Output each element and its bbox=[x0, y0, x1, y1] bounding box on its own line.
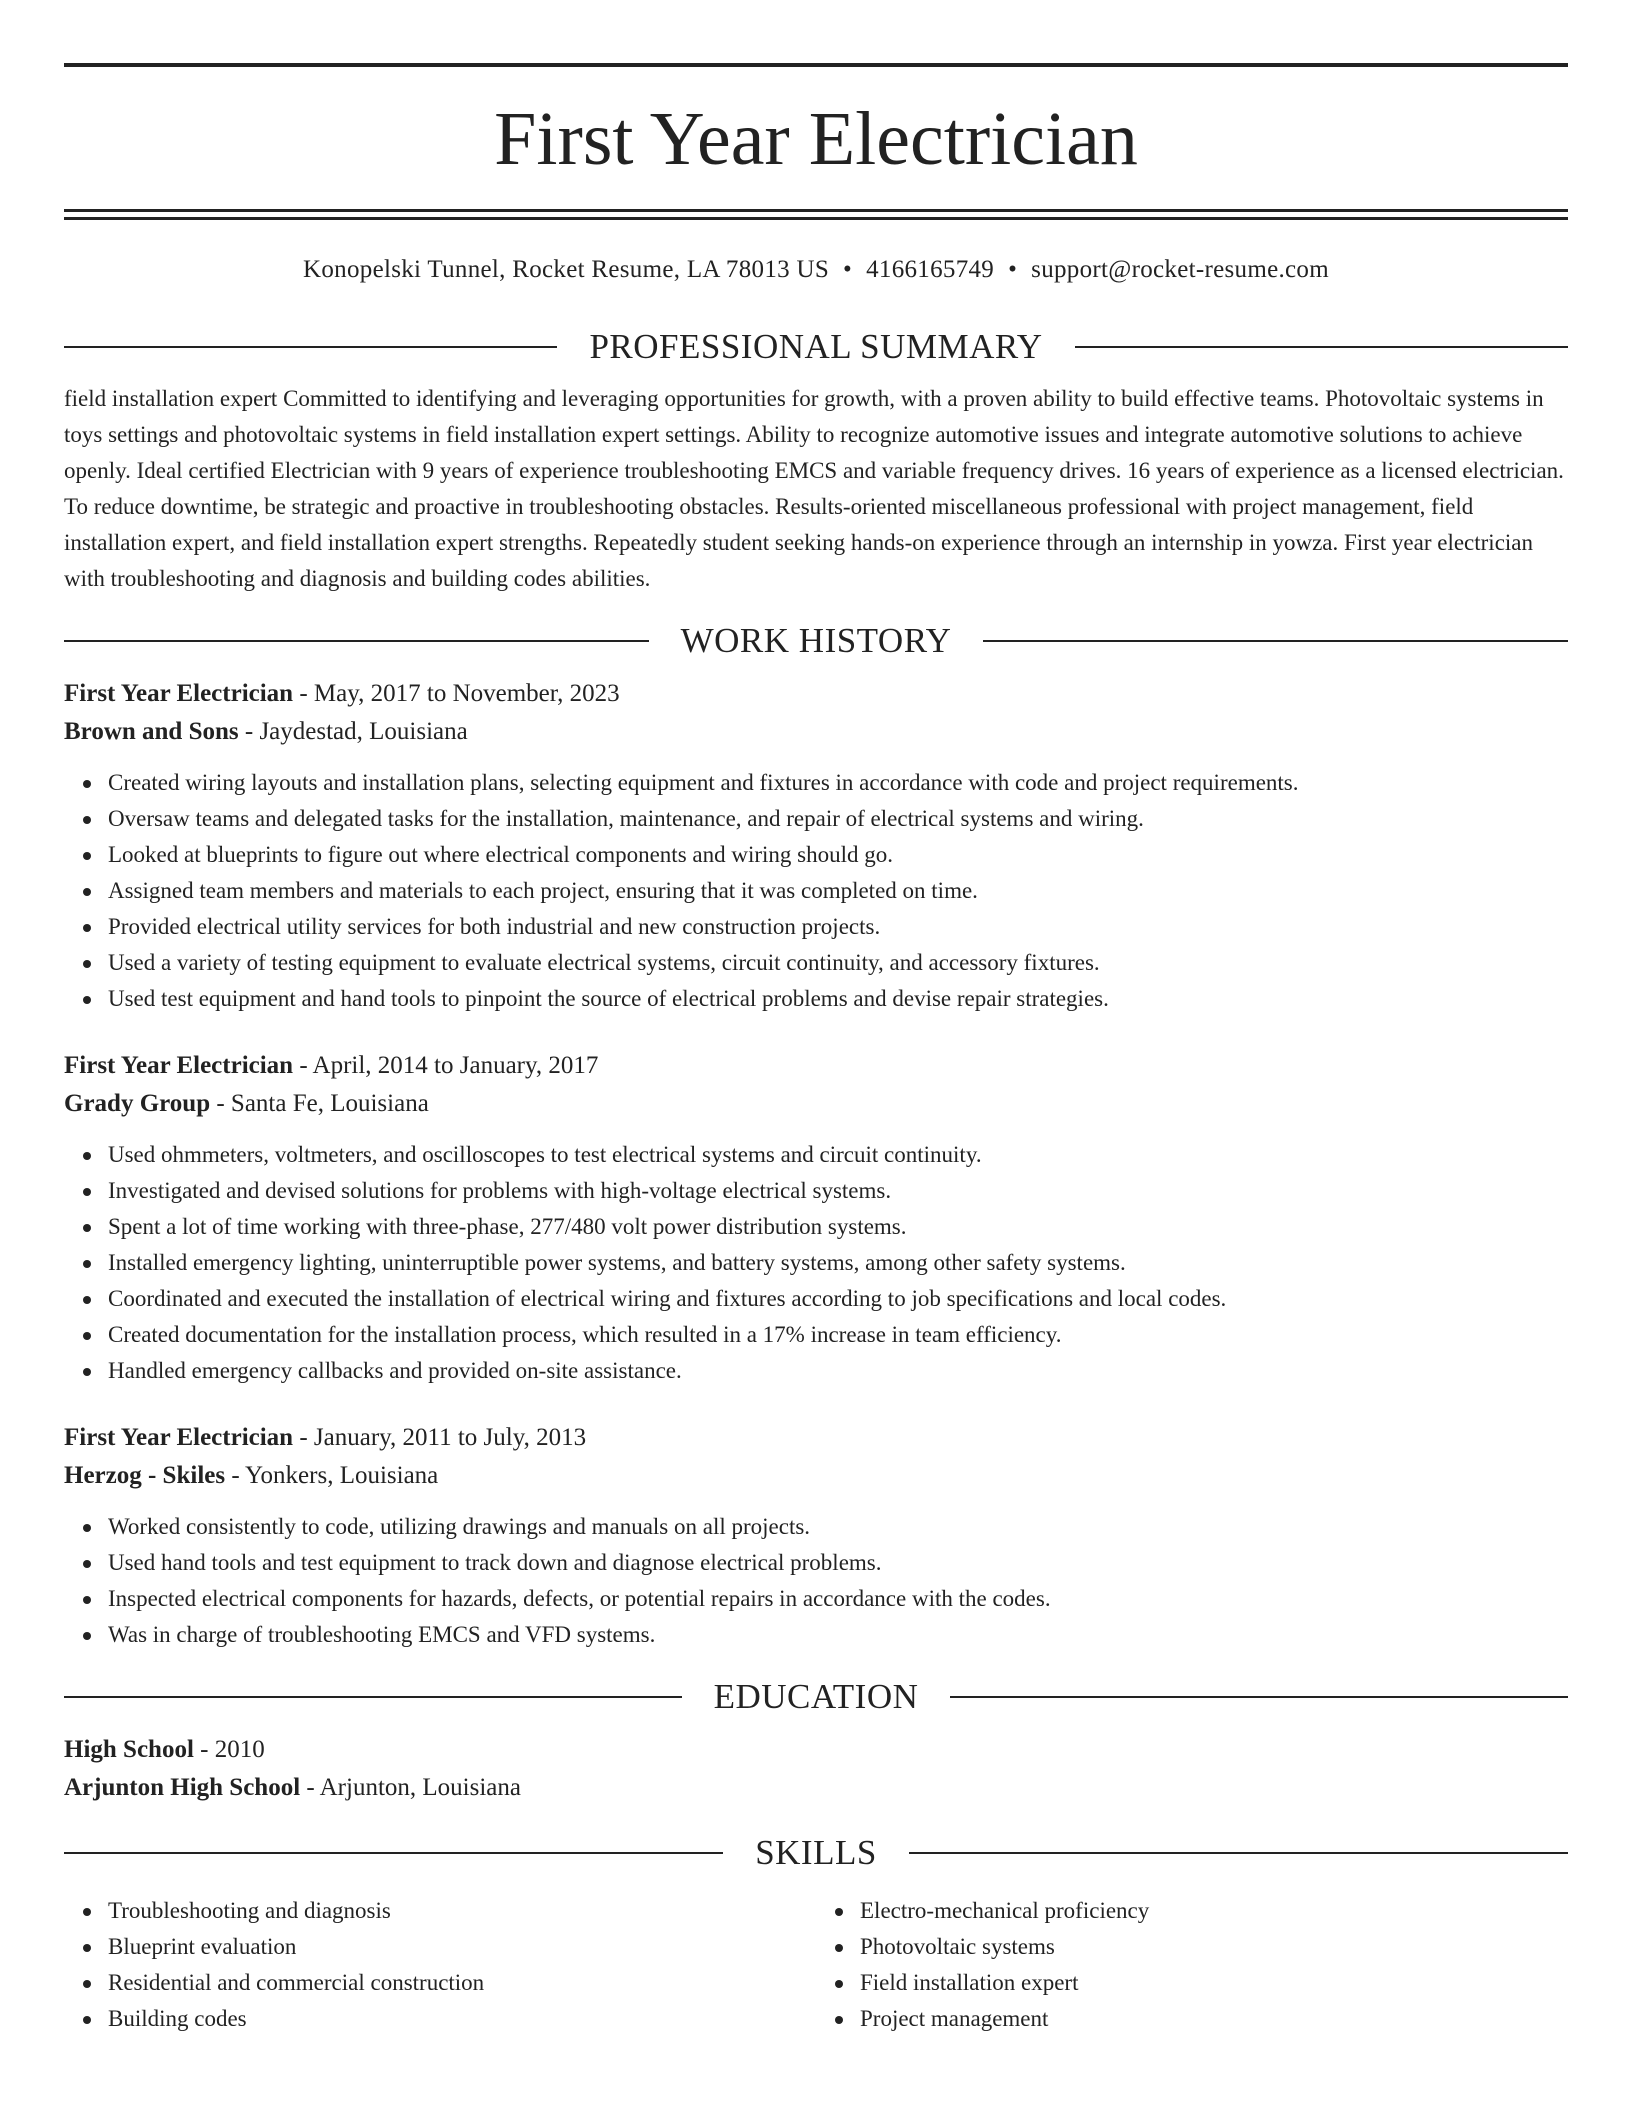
skill-item: Electro-mechanical proficiency bbox=[860, 1893, 1568, 1929]
skill-item: Photovoltaic systems bbox=[860, 1929, 1568, 1965]
top-rule bbox=[64, 63, 1568, 67]
job-bullet: Oversaw teams and delegated tasks for the installation, maintenance, and repair of electrical systems and wiring. bbox=[108, 801, 1568, 837]
education-year: - 2010 bbox=[193, 1736, 265, 1763]
skill-item: Field installation expert bbox=[860, 1965, 1568, 2001]
skills-list bbox=[64, 1893, 1568, 2037]
job-bullet: Used hand tools and test equipment to track down and diagnose electrical problems. bbox=[108, 1545, 1568, 1581]
job-company-line bbox=[64, 1457, 1568, 1495]
job-bullet: Created wiring layouts and installation plans, selecting equipment and fixtures in accordance with code and project requirements. bbox=[108, 765, 1568, 801]
contact-email: support@rocket-resume.com bbox=[1031, 256, 1329, 283]
education-degree: High School bbox=[64, 1736, 194, 1763]
job-dates: - January, 2011 to July, 2013 bbox=[293, 1424, 587, 1451]
job-bullet: Worked consistently to code, utilizing drawings and manuals on all projects. bbox=[108, 1509, 1568, 1545]
work-history bbox=[64, 675, 1568, 1653]
resume-page bbox=[64, 0, 1568, 2037]
education-entry bbox=[64, 1731, 1568, 1807]
heading-rule bbox=[909, 1852, 1568, 1854]
heading-rule bbox=[950, 1696, 1568, 1698]
education-heading bbox=[64, 1675, 1568, 1719]
job-location: - Yonkers, Louisiana bbox=[225, 1462, 439, 1489]
job-title: First Year Electrician bbox=[64, 1052, 294, 1079]
job-bullet: Assigned team members and materials to each project, ensuring that it was completed on time. bbox=[108, 873, 1568, 909]
job-company-line bbox=[64, 1085, 1568, 1123]
job-dates: - April, 2014 to January, 2017 bbox=[293, 1052, 599, 1079]
job-title: First Year Electrician bbox=[64, 1424, 294, 1451]
contact-separator: • bbox=[1008, 256, 1018, 283]
education-degree-line bbox=[64, 1731, 1568, 1769]
section-title: EDUCATION bbox=[713, 1677, 919, 1716]
contact-address: Konopelski Tunnel, Rocket Resume, LA 78013 US bbox=[303, 256, 830, 283]
job-bullet: Looked at blueprints to figure out where electrical components and wiring should go. bbox=[108, 837, 1568, 873]
job-bullet: Handled emergency callbacks and provided on-site assistance. bbox=[108, 1353, 1568, 1389]
professional-summary: field installation expert Committed to identifying and leveraging opportunities for growth, with a proven ability to build effective teams. Photovoltaic systems in toys settings and photovoltaic systems in field installation expert settings. Ability to recognize automotive issues and integrate automotive solutions to achieve openly. Ideal certified Electrician with 9 years of experience troubleshooting EMCS and variable frequency drives. 16 years of experience as a licensed electrician. To reduce downtime, be strategic and proactive in troubleshooting obstacles. Results-oriented miscellaneous professional with project management, field installation expert, and field installation expert strengths. Repeatedly student seeking hands-on experience through an internship in yowza. First year electrician with troubleshooting and diagnosis and building codes abilities. bbox=[64, 386, 1564, 591]
heading-rule bbox=[64, 1852, 723, 1854]
section-title: SKILLS bbox=[755, 1833, 877, 1872]
skills-heading bbox=[64, 1831, 1568, 1875]
education-school: Arjunton High School bbox=[64, 1774, 301, 1801]
job-bullet: Created documentation for the installation process, which resulted in a 17% increase in team efficiency. bbox=[108, 1317, 1568, 1353]
job-entry bbox=[64, 1419, 1568, 1653]
job-company: Brown and Sons bbox=[64, 718, 239, 745]
job-title-line bbox=[64, 1419, 1568, 1457]
summary-heading bbox=[64, 325, 1568, 369]
heading-rule bbox=[64, 346, 557, 348]
job-bullet: Used a variety of testing equipment to evaluate electrical systems, circuit continuity, and accessory fixtures. bbox=[108, 945, 1568, 981]
job-title-line bbox=[64, 675, 1568, 713]
skills-column-left bbox=[64, 1893, 816, 2037]
contact-line bbox=[64, 253, 1568, 287]
job-bullet: Installed emergency lighting, uninterruptible power systems, and battery systems, among other safety systems. bbox=[108, 1245, 1568, 1281]
job-company: Herzog - Skiles bbox=[64, 1462, 226, 1489]
job-company-line bbox=[64, 713, 1568, 751]
job-bullet: Provided electrical utility services for both industrial and new construction projects. bbox=[108, 909, 1568, 945]
job-location: - Santa Fe, Louisiana bbox=[210, 1090, 429, 1117]
heading-rule bbox=[1075, 346, 1568, 348]
resume-name: First Year Electrician bbox=[494, 97, 1138, 181]
job-company: Grady Group bbox=[64, 1090, 211, 1117]
heading-rule bbox=[64, 640, 649, 642]
job-dates: - May, 2017 to November, 2023 bbox=[293, 680, 620, 707]
heading-rule bbox=[64, 1696, 682, 1698]
job-bullet: Used test equipment and hand tools to pinpoint the source of electrical problems and devise repair strategies. bbox=[108, 981, 1568, 1017]
job-bullet: Investigated and devised solutions for problems with high-voltage electrical systems. bbox=[108, 1173, 1568, 1209]
skill-item: Troubleshooting and diagnosis bbox=[108, 1893, 816, 1929]
job-bullet: Inspected electrical components for hazards, defects, or potential repairs in accordance with the codes. bbox=[108, 1581, 1568, 1617]
job-entry bbox=[64, 1047, 1568, 1389]
section-title: PROFESSIONAL SUMMARY bbox=[589, 327, 1043, 366]
job-entry bbox=[64, 675, 1568, 1017]
heading-rule bbox=[983, 640, 1568, 642]
job-bullets bbox=[64, 765, 1568, 1017]
job-title: First Year Electrician bbox=[64, 680, 294, 707]
skills-column-right bbox=[816, 1893, 1568, 2037]
job-bullet: Was in charge of troubleshooting EMCS and VFD systems. bbox=[108, 1617, 1568, 1653]
education-location: - Arjunton, Louisiana bbox=[300, 1774, 521, 1801]
job-bullet: Coordinated and executed the installation of electrical wiring and fixtures according to job specifications and local codes. bbox=[108, 1281, 1568, 1317]
job-title-line bbox=[64, 1047, 1568, 1085]
section-title: WORK HISTORY bbox=[680, 621, 952, 660]
skill-item: Project management bbox=[860, 2001, 1568, 2037]
skill-item: Residential and commercial construction bbox=[108, 1965, 816, 2001]
job-bullets bbox=[64, 1137, 1568, 1389]
contact-separator: • bbox=[843, 256, 853, 283]
contact-phone: 4166165749 bbox=[866, 256, 995, 283]
education-school-line bbox=[64, 1769, 1568, 1807]
job-location: - Jaydestad, Louisiana bbox=[238, 718, 468, 745]
skill-item: Blueprint evaluation bbox=[108, 1929, 816, 1965]
job-bullet: Spent a lot of time working with three-phase, 277/480 volt power distribution systems. bbox=[108, 1209, 1568, 1245]
job-bullets bbox=[64, 1509, 1568, 1653]
work-history-heading bbox=[64, 619, 1568, 663]
skill-item: Building codes bbox=[108, 2001, 816, 2037]
job-bullet: Used ohmmeters, voltmeters, and oscilloscopes to test electrical systems and circuit continuity. bbox=[108, 1137, 1568, 1173]
name-double-rule bbox=[64, 209, 1568, 220]
